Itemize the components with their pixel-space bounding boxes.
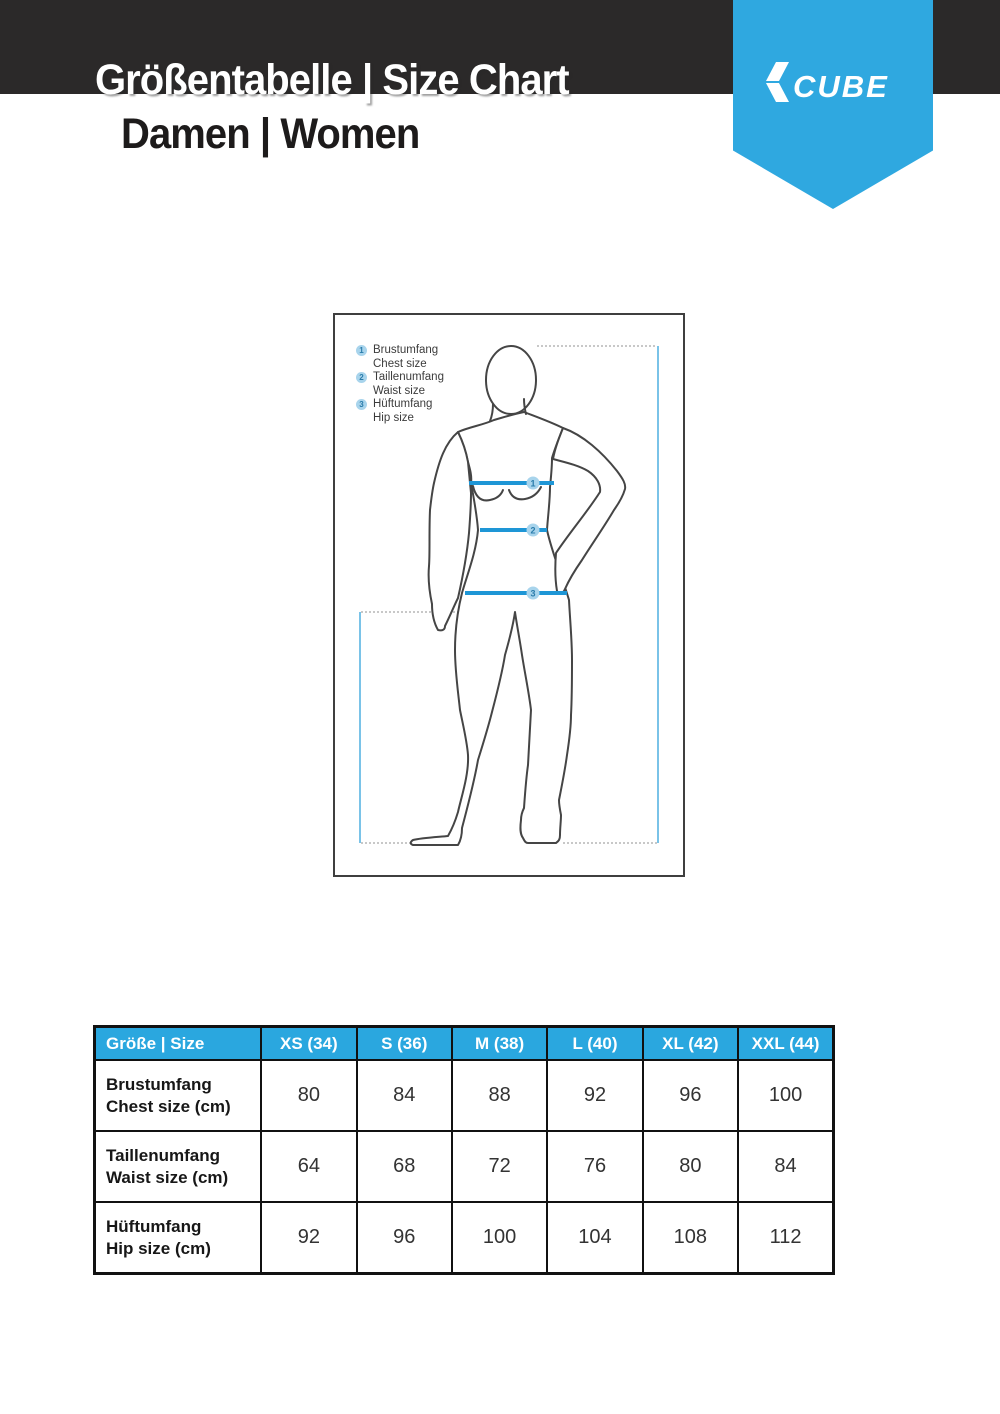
legend-marker-2: 2: [356, 372, 367, 383]
table-row-chest: [95, 1060, 834, 1131]
header-cell-xl: XL (42): [643, 1027, 738, 1061]
row-label-en: Waist size (cm): [106, 1167, 229, 1187]
page-title: Größentabelle | Size Chart: [95, 56, 569, 104]
value-cell: 88: [452, 1060, 547, 1131]
legend-marker-1: 1: [356, 345, 367, 356]
legend-label-de: Taillenumfang: [373, 371, 444, 384]
row-label: [95, 1060, 262, 1131]
value-cell: 84: [738, 1131, 833, 1202]
header-cell-l: L (40): [547, 1027, 642, 1061]
header-cell-s: S (36): [357, 1027, 452, 1061]
legend-item-waist: [356, 371, 444, 385]
value-cell: 96: [643, 1060, 738, 1131]
cube-logo: [760, 60, 910, 104]
marker-3: 3: [530, 588, 536, 599]
value-cell: 112: [738, 1202, 833, 1274]
legend-label-en: Waist size: [373, 384, 425, 397]
header-cell-size: Größe | Size: [95, 1027, 262, 1061]
value-cell: 80: [261, 1060, 356, 1131]
value-cell: 72: [452, 1131, 547, 1202]
marker-1: 1: [530, 478, 536, 489]
header-cell-m: M (38): [452, 1027, 547, 1061]
row-label: [95, 1131, 262, 1202]
value-cell: 84: [357, 1060, 452, 1131]
size-table: [93, 1025, 835, 1275]
cube-logo-icon: [766, 83, 789, 102]
row-label-de: Taillenumfang: [106, 1145, 220, 1165]
row-label: [95, 1202, 262, 1274]
value-cell: 64: [261, 1131, 356, 1202]
legend-item-hip: [356, 398, 444, 412]
header-cell-xxl: XXL (44): [738, 1027, 833, 1061]
legend-label-de: Brustumfang: [373, 344, 439, 356]
size-table-header-row: [95, 1027, 834, 1061]
marker-2: 2: [530, 525, 536, 536]
row-label-de: Hüftumfang: [106, 1216, 202, 1236]
value-cell: 80: [643, 1131, 738, 1202]
value-cell: 100: [452, 1202, 547, 1274]
value-cell: 96: [357, 1202, 452, 1274]
value-cell: 68: [357, 1131, 452, 1202]
value-cell: 108: [643, 1202, 738, 1274]
value-cell: 92: [547, 1060, 642, 1131]
value-cell: 104: [547, 1202, 642, 1274]
row-label-de: Brustumfang: [106, 1074, 212, 1094]
value-cell: 100: [738, 1060, 833, 1131]
row-label-en: Hip size (cm): [106, 1238, 211, 1258]
page-subtitle: Damen | Women: [121, 110, 420, 158]
header-cell-xs: XS (34): [261, 1027, 356, 1061]
row-label-en: Chest size (cm): [106, 1096, 231, 1116]
legend-marker-3: 3: [356, 399, 367, 410]
brand-ribbon: [733, 0, 933, 209]
legend-label-en: Chest size: [373, 357, 427, 370]
legend-label-en: Hip size: [373, 411, 414, 424]
table-row-waist: [95, 1131, 834, 1202]
value-cell: 76: [547, 1131, 642, 1202]
legend-label-de: Hüftumfang: [373, 398, 433, 411]
value-cell: 92: [261, 1202, 356, 1274]
legend-item-chest: [356, 344, 444, 358]
cube-logo-text: CUBE: [793, 69, 889, 104]
cube-logo-icon: [766, 62, 789, 81]
diagram-legend: [356, 344, 444, 426]
table-row-hip: [95, 1202, 834, 1274]
